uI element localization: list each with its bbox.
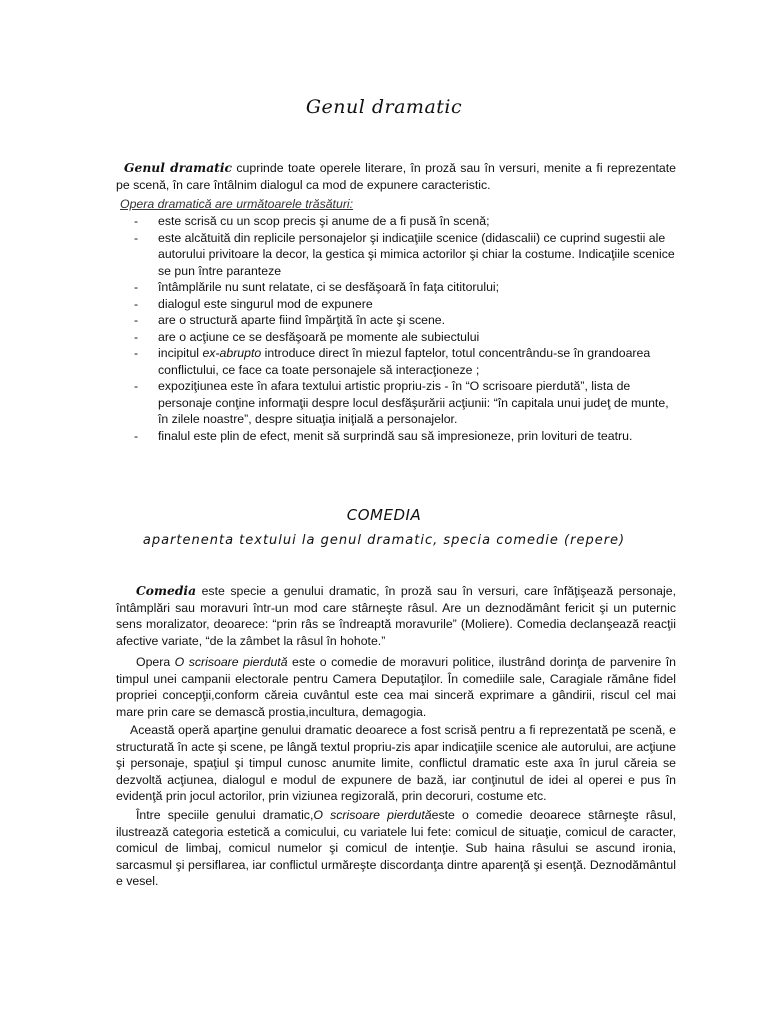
features-subheading: Opera dramatică are următoarele trăsături: (120, 197, 354, 211)
features-subheading-wrap (120, 196, 680, 213)
feature-item: - este alcătuită din replicile personajelor şi indicaţiile scenice (didascalii) ce cuprind sugestii ale autorului privitoare la decor, la gestica şi mimica actorilor şi chiar la costume. Indicaţiile scenice se pun între paranteze (116, 230, 676, 280)
feature-text-italic: ex-abrupto (202, 346, 262, 360)
feature-item (116, 345, 676, 378)
comedy-text-4-post: este o comedie deoarece stârneşte râsul, ilustrează categoria estetică a comicului, cu variatele lui fete: comicul de situaţie, comicul de caracter, comicul de limbaj, comicul numelor şi comicul de intenţie. Sub haina râsului se ascund ironia, sarcasmul şi persiflarea, iar conflictul urmăreşte discordanţa dintre aparenţă şi esenţă. Deznodământul e vesel. (116, 808, 676, 888)
comedy-paragraph-2 (116, 654, 676, 720)
comedy-paragraph-3 (116, 722, 676, 805)
feature-item: - finalul este plin de efect, menit să surprindă sau să impresioneze, prin lovituri de teatru. (116, 428, 676, 445)
intro-lead: Genul dramatic (124, 160, 232, 175)
section-subheading: apartenenta textului la genul dramatic, specia comedie (repere) (142, 533, 626, 548)
comedy-lead: Comedia (136, 583, 197, 598)
feature-item: - întâmplările nu sunt relatate, ci se desfăşoară în faţa cititorului; (116, 279, 676, 296)
feature-item: - are o structură aparte fiind împărţită în acte şi scene. (116, 312, 676, 329)
comedy-text-2-post: este o comedie de moravuri politice, ilustrând dorinţa de parvenire în timpul unei campanii electorale pentru Camera Deputaţilor. În comediile sale, Caragiale rămâne fidel propriei concepţii,conform căreia cuvântul este cea mai sinceră exprimare a gândirii, riscul cel mai mare prin care se demască prostia,incultura, demagogia. (116, 655, 676, 719)
comedy-text-4-pre: Între speciile genului dramatic, (136, 808, 314, 822)
comedy-text-2-pre: Opera (136, 655, 175, 669)
page-title: Genul dramatic (305, 96, 463, 118)
comedy-text-3: Această operă aparţine genului dramatic deoarece a fost scrisă pentru a fi reprezentată pe scenă, e structurată în acte şi scene, pe lângă textul propriu-zis apar indicaţiile scenice ale autorului, are acţiune şi personaje, spaţiul şi timpul cunosc anumite limite, conflictul dramatic este axa în jurul căreia se dezvoltă acţiunea, dialogul e modul de expunere de bază, iar conţinutul de idei al operei e pus în evidenţă prin jocul actorilor, prin viziunea regizorală, prin decoruri, costume etc. (116, 723, 676, 803)
feature-text-post: introduce direct în miezul faptelor, totul concentrându-se în grandoarea conflictului, ce face ca toate personajele să interacţioneze ; (158, 346, 651, 377)
comedy-text-2-work: O scrisoare pierdută (174, 655, 288, 669)
comedy-text-1: este specie a genului dramatic, în proză sau în versuri, care înfăţişează personaje, întâmplări sau moravuri într-un mod care stârneşte râsul. Are un deznodământ fericit şi un puternic sens moralizator, deoarece: “prin râs se îndreaptă moravurile” (Moliere). Comedia declanşează reacţii afective variate, “de la zâmbet la râsul în hohote.” (116, 584, 676, 648)
features-list (116, 213, 676, 444)
feature-text-pre: incipitul (158, 346, 203, 360)
section-heading: COMEDIA (346, 506, 422, 524)
comedy-paragraph-1 (116, 583, 676, 649)
intro-text: cuprinde toate operele literare, în proză sau în versuri, menite a fi reprezentate pe scenă, în care întâlnim dialogul ca mod de expunere caracteristic. (116, 161, 676, 192)
intro-paragraph (116, 160, 676, 193)
feature-item: - expoziţiunea este în afara textului artistic propriu-zis - în “O scrisoare pierdută”, lista de personaje conţine informaţii despre locul desfăşurării acţiunii: “în capitala unui judeţ de munte, în zilele noastre”, despre situaţia iniţială a personajelor. (116, 378, 676, 428)
feature-item: - este scrisă cu un scop precis şi anume de a fi pusă în scenă; (116, 213, 676, 230)
comedy-text-4-work: O scrisoare pierdută (313, 808, 432, 822)
comedy-paragraph-4 (116, 807, 676, 890)
feature-item: - dialogul este singurul mod de expunere (116, 296, 676, 313)
feature-item: - are o acţiune ce se desfăşoară pe momente ale subiectului (116, 329, 676, 346)
